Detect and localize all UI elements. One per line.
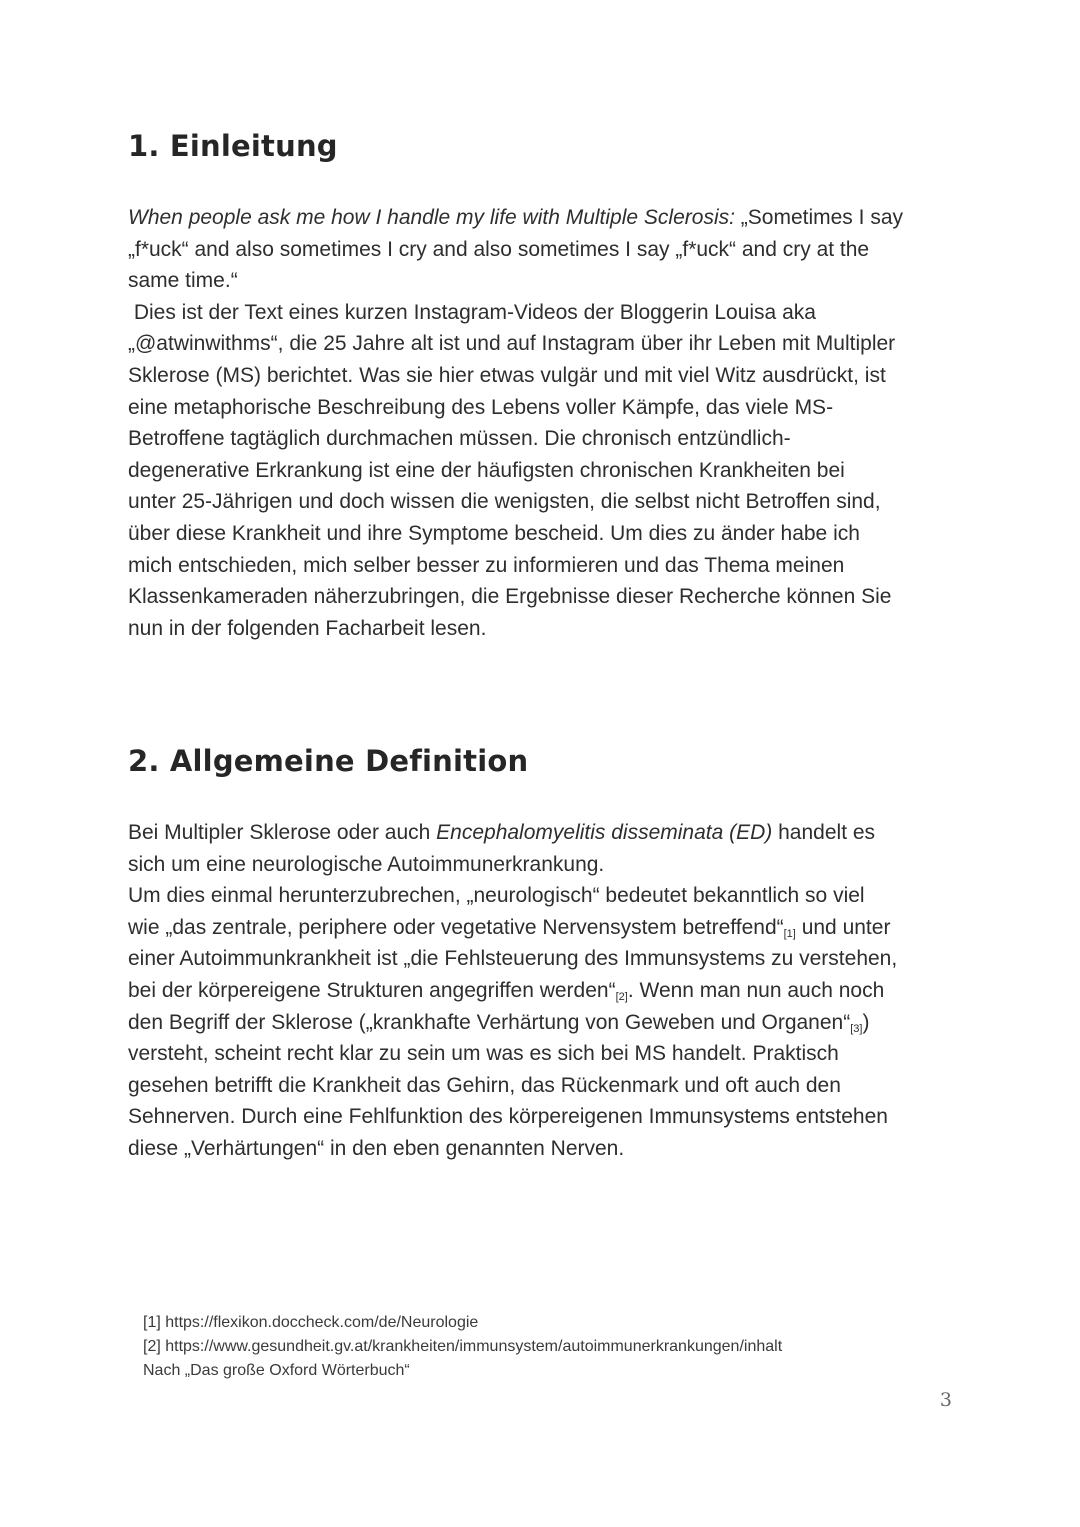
text-line: „f*uck“ and also sometimes I cry and also sometimes I say „f*uck“ and cry at the: [128, 237, 870, 261]
quote-text: „Sometimes I say: [734, 206, 903, 229]
text-run: den Begriff der Sklerose („krankhafte Verhärtung von Geweben und Organen“: [128, 1010, 851, 1034]
footnote-ref-3: [3]: [850, 1022, 863, 1035]
text-line: einer Autoimmunkrankheit ist „die Fehlsteuerung des Immunsystems zu verstehen,: [128, 947, 898, 971]
section-body-definition: [128, 817, 968, 1165]
text-line: unter 25-Jährigen und doch wissen die wenigsten, die selbst nicht Betroffen sind,: [128, 490, 881, 514]
section-heading-einleitung: 1. Einleitung: [128, 129, 338, 163]
text-line: [128, 817, 968, 849]
section-heading-definition: 2. Allgemeine Definition: [128, 744, 529, 778]
text-line: [128, 975, 968, 1007]
text-line: Um dies einmal herunterzubrechen, „neurologisch“ bedeutet bekanntlich so viel: [128, 884, 865, 908]
text-line: [128, 912, 968, 944]
page-number: 3: [939, 1389, 952, 1411]
text-line: Betroffene tagtäglich durchmachen müssen. Die chronisch entzündlich-: [128, 427, 791, 451]
footnotes: [143, 1311, 782, 1383]
footnote-ref-2: [2]: [615, 990, 628, 1003]
text-line: same time.“: [128, 269, 238, 293]
text-line: degenerative Erkrankung ist eine der häufigsten chronischen Krankheiten bei: [128, 458, 845, 482]
text-run: Bei Multipler Sklerose oder auch: [128, 821, 437, 844]
text-run: . Wenn man nun auch noch: [627, 978, 885, 1002]
text-line: über diese Krankheit und ihre Symptome bescheid. Um dies zu änder habe ich: [128, 521, 860, 545]
footnote-2: [2] https://www.gesundheit.gv.at/krankheiten/immunsystem/autoimmunerkrankungen/inhalt: [143, 1338, 783, 1355]
text-line: gesehen betrifft die Krankheit das Gehirn, das Rückenmark und oft auch den: [128, 1073, 841, 1097]
text-line: „@atwinwithms“, die 25 Jahre alt ist und auf Instagram über ihr Leben mit Multipler: [128, 332, 896, 356]
text-line: sich um eine neurologische Autoimmunerkrankung.: [128, 852, 605, 876]
text-run: wie „das zentrale, periphere oder vegetative Nervensystem betreffend“: [128, 915, 784, 939]
quote-italic: When people ask me how I handle my life with Multiple Sclerosis:: [128, 206, 735, 229]
footnote-3: Nach „Das große Oxford Wörterbuch“: [143, 1362, 410, 1379]
text-line: mich entschieden, mich selber besser zu informieren und das Thema meinen: [128, 553, 845, 577]
text-run: ): [862, 1010, 870, 1034]
text-run: und unter: [795, 915, 891, 939]
text-line: versteht, scheint recht klar zu sein um was es sich bei MS handelt. Praktisch: [128, 1042, 839, 1066]
term-italic: Encephalomyelitis disseminata (ED): [436, 821, 773, 844]
text-line: [128, 1007, 968, 1039]
text-line: diese „Verhärtungen“ in den eben genannten Nerven.: [128, 1136, 625, 1160]
text-line: Klassenkameraden näherzubringen, die Ergebnisse dieser Recherche können Sie: [128, 585, 892, 609]
section-body-einleitung: [128, 202, 968, 644]
text-line: nun in der folgenden Facharbeit lesen.: [128, 616, 487, 640]
footnote-1: [1] https://flexikon.doccheck.com/de/Neurologie: [143, 1314, 479, 1331]
text-line: Sklerose (MS) berichtet. Was sie hier etwas vulgär und mit viel Witz ausdrückt, ist: [128, 363, 886, 387]
text-run: bei der körpereigene Strukturen angegriffen werden“: [128, 978, 616, 1002]
text-line: Sehnerven. Durch eine Fehlfunktion des körpereigenen Immunsystems entstehen: [128, 1105, 888, 1129]
text-line: Dies ist der Text eines kurzen Instagram-Videos der Bloggerin Louisa aka: [128, 300, 816, 324]
footnote-ref-1: [1]: [783, 927, 796, 940]
text-run: handelt es: [772, 821, 876, 844]
text-line: [128, 202, 968, 234]
text-line: eine metaphorische Beschreibung des Lebens voller Kämpfe, das viele MS-: [128, 395, 834, 419]
